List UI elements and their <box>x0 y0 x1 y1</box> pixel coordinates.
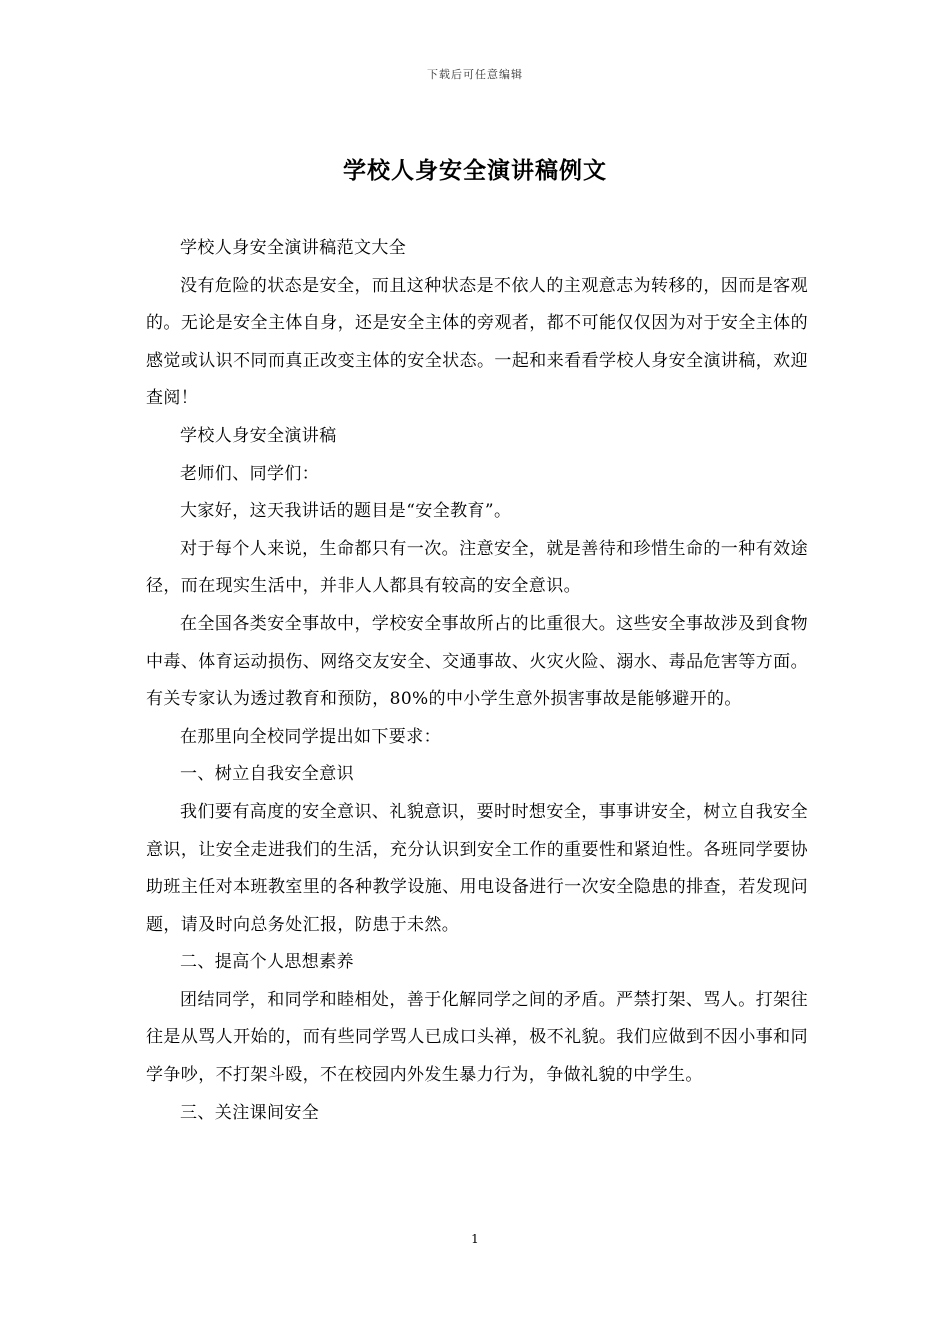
document-body <box>146 230 808 1132</box>
paragraph-speech-title: 学校人身安全演讲稿 <box>180 425 337 446</box>
paragraph-greeting: 老师们、同学们： <box>180 463 320 484</box>
paragraph-topic: 大家好，这天我讲话的题目是“安全教育”。 <box>180 501 512 522</box>
paragraph-accidents: 在全国各类安全事故中，学校安全事故所占的比重很大。这些安全事故涉及到食物中毒、体育运动损伤、网络交友安全、交通事故、火灾火险、溺水、毒品危害等方面。有关专家认为透过教育和预防，80%的中小学生意外损害事故是能够避开的。 <box>146 613 808 710</box>
heading-section-1: 一、树立自我安全意识 <box>180 764 354 785</box>
paragraph-section-2: 团结同学，和同学和睦相处，善于化解同学之间的矛盾。严禁打架、骂人。打架往往是从骂人开始的，而有些同学骂人已成口头禅，极不礼貌。我们应做到不因小事和同学争吵，不打架斗殴，不在校园内外发生暴力行为，争做礼貌的中学生。 <box>146 989 808 1086</box>
page-number: 1 <box>471 1232 479 1246</box>
paragraph-subtitle: 学校人身安全演讲稿范文大全 <box>180 238 407 258</box>
paragraph-life-once: 对于每个人来说，生命都只有一次。注意安全，就是善待和珍惜生命的一种有效途径，而在现实生活中，并非人人都具有较高的安全意识。 <box>146 538 808 597</box>
header-note: 下载后可任意编辑 <box>427 68 523 81</box>
paragraph-section-1: 我们要有高度的安全意识、礼貌意识，要时时想安全，事事讲安全，树立自我安全意识，让安全走进我们的生活，充分认识到安全工作的重要性和紧迫性。各班同学要协助班主任对本班教室里的各种教学设施、用电设备进行一次安全隐患的排查，若发现问题，请及时向总务处汇报，防患于未然。 <box>146 801 808 935</box>
document-title: 学校人身安全演讲稿例文 <box>343 157 607 184</box>
heading-section-3: 三、关注课间安全 <box>180 1102 320 1123</box>
paragraph-intro: 没有危险的状态是安全，而且这种状态是不依人的主观意志为转移的，因而是客观的。无论是安全主体自身，还是安全主体的旁观者，都不可能仅仅因为对于安全主体的感觉或认识不同而真正改变主体的安全状态。一起和来看看学校人身安全演讲稿，欢迎查阅！ <box>146 275 808 409</box>
heading-section-2: 二、提高个人思想素养 <box>180 952 354 973</box>
paragraph-requirements: 在那里向全校同学提出如下要求： <box>180 726 441 747</box>
